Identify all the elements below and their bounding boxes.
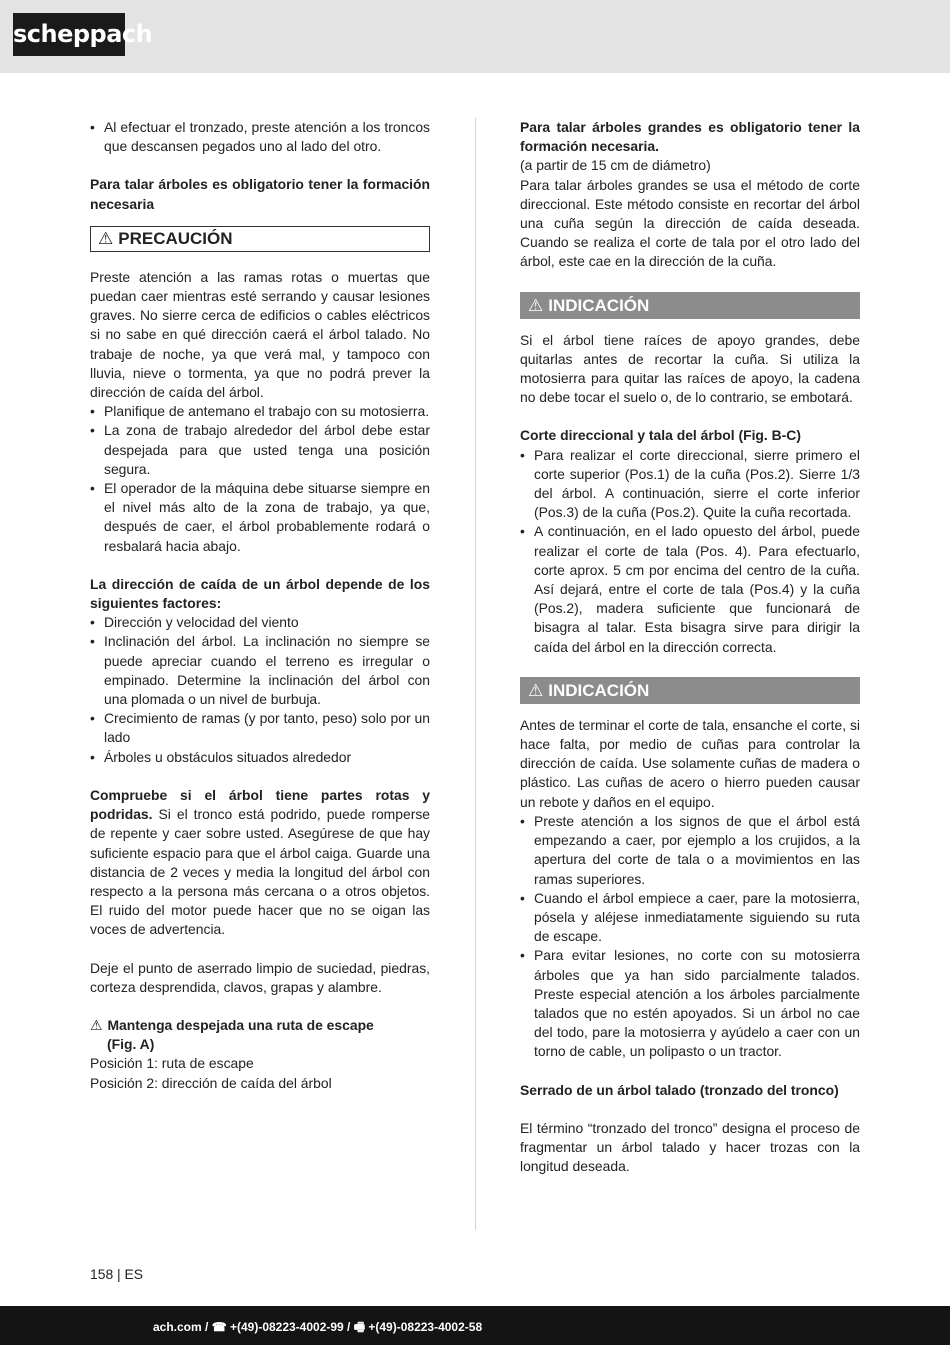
check-paragraph bbox=[90, 786, 430, 940]
check-heading: Compruebe si el árbol tiene partes rotas y podridas. bbox=[90, 786, 430, 823]
list-item: • Preste atención a los signos de que el árbol está empezando a caer, por ejemplo a los crujidos, a la apertura del corte de tala o a movimientos en las ramas superiores. bbox=[520, 812, 860, 889]
caution-box bbox=[90, 226, 430, 252]
list-item: • Dirección y velocidad del viento bbox=[90, 613, 430, 632]
section-heading: Para talar árboles es obligatorio tener la formación necesaria bbox=[90, 176, 430, 212]
warning-icon: ⚠ bbox=[528, 680, 544, 700]
list-item: • Al efectuar el tronzado, preste atención a los troncos que descansen pegados uno al lado del otro. bbox=[90, 118, 430, 156]
list-item: • Cuando el árbol empiece a caer, pare la motosierra, pósela y aléjese inmediatamente siguiendo su ruta de escape. bbox=[520, 889, 860, 947]
list-item: • Para evitar lesiones, no corte con su motosierra árboles que ya han sido parcialmente talados. Preste especial atención a los árboles parcialmente talados que no estén apoyados. Si un árbol no cae del todo, pare la motosierra y ayúdelo a caer con un torno de cable, un polipasto o un tractor. bbox=[520, 946, 860, 1061]
list-item: • Crecimiento de ramas (y por tanto, peso) solo por un lado bbox=[90, 709, 430, 747]
section-heading: Corte direccional y tala del árbol (Fig. B-C) bbox=[520, 427, 801, 444]
section-heading: La dirección de caída de un árbol depende de los siguientes factores: bbox=[90, 575, 430, 612]
warning-icon: ⚠ bbox=[98, 228, 114, 248]
section-heading: Para talar árboles grandes es obligatorio tener la formación necesaria. bbox=[520, 119, 860, 155]
factors-list bbox=[90, 613, 430, 767]
note-label: INDICACIÓN bbox=[548, 680, 650, 700]
diameter-note: (a partir de 15 cm de diámetro) bbox=[520, 157, 711, 174]
method-paragraph: Para talar árboles grandes se usa el método de corte direccional. Este método consiste en recortar del árbol una cuña según la dirección de caída deseada. Cuando se realiza el corte de tala por el otro lado del árbol, este cae en la dirección de la cuña. bbox=[520, 176, 860, 270]
warning-icon: ⚠ bbox=[90, 1016, 103, 1033]
escape-heading bbox=[90, 1016, 430, 1035]
caution-label: PRECAUCIÓN bbox=[118, 228, 233, 248]
note-text: Si el árbol tiene raíces de apoyo grandes, debe quitarlas antes de recortar la cuña. Si utiliza la motosierra para quitar las raíces de apoyo, la cadena no debe tocar el suelo o, de lo contrario, se embotará. bbox=[520, 331, 860, 406]
list-item: • Inclinación del árbol. La inclinación no siempre se puede apreciar cuando el terreno es irregular o empinado. Determine la inclinación del árbol con una plomada o un nivel de burbuja. bbox=[90, 632, 430, 709]
caution-text: Preste atención a las ramas rotas o muertas que puedan caer mientras esté serrando y causar lesiones graves. No sierre cerca de edificios o cables eléctricos si no sabe en qué dirección caerá el árbol talado. No trabaje de noche, ya que verá mal, y tampoco con lluvia, nieve o tormenta, ya que no podrá prever la dirección de caída del árbol. bbox=[90, 268, 430, 401]
check-text: Si el tronco está podrido, puede romperse de repente y caer sobre usted. Asegúrese de que hay suficiente espacio para que el árbol caiga. Guarde una distancia de 2 veces y media la longitud del árbol con respecto a la persona más cercana o a otros objetos. El ruido del motor puede hacer que no se oigan las voces de advertencia. bbox=[90, 806, 430, 938]
list-item: • El operador de la máquina debe situarse siempre en el nivel más alto de la zona de trabajo, ya que, después de caer, el árbol probablemente rodará o resbalará hacia abajo. bbox=[90, 479, 430, 556]
position-1: Posición 1: ruta de escape bbox=[90, 1055, 254, 1072]
list-item: • Planifique de antemano el trabajo con su motosierra. bbox=[90, 402, 430, 421]
final-paragraph: El término “tronzado del tronco” designa el proceso de fragmentar un árbol talado y hacer trozas con la longitud deseada. bbox=[520, 1119, 860, 1175]
footer-band bbox=[0, 1306, 950, 1345]
position-2: Posición 2: dirección de caída del árbol bbox=[90, 1074, 332, 1091]
left-column bbox=[90, 118, 430, 1093]
header-band bbox=[0, 0, 950, 73]
warning-icon: ⚠ bbox=[528, 295, 544, 315]
cut-list bbox=[520, 446, 860, 657]
list-item: • La zona de trabajo alrededor del árbol debe estar despejada para que usted tenga una posición segura. bbox=[90, 421, 430, 479]
note-list bbox=[520, 812, 860, 1062]
list-item: • A continuación, en el lado opuesto del árbol, puede realizar el corte de tala (Pos. 4). Para efectuarlo, corte aprox. 5 cm por encima del centro de la cuña. Así dejará, entre el corte de tala (Pos.4) y la cuña (Pos.2), madera suficiente que funcionará de bisagra al talar. Esta bisagra sirve para dirigir la caída del árbol en la dirección correcta. bbox=[520, 522, 860, 656]
note-text: Antes de terminar el corte de tala, ensanche el corte, si hace falta, por medio de cuñas para controlar la dirección de caída. Use solamente cuñas de madera o plástico. Las cuñas de acero o hierro pueden causar un rebote y daños en el equipo. bbox=[520, 716, 860, 810]
footer-contact: ach.com / ☎ +(49)-08223-4002-99 / 🖷 +(49)-08223-4002-58 bbox=[153, 1320, 483, 1334]
list-item: • Árboles u obstáculos situados alrededor bbox=[90, 748, 430, 767]
escape-heading-text: Mantenga despejada una ruta de escape bbox=[107, 1016, 374, 1033]
note-box bbox=[520, 677, 860, 704]
note-label: INDICACIÓN bbox=[548, 295, 650, 315]
escape-figure-ref: (Fig. A) bbox=[107, 1036, 155, 1053]
brand-logo: scheppach bbox=[13, 13, 125, 56]
column-divider bbox=[475, 118, 476, 1230]
clean-paragraph: Deje el punto de aserrado limpio de suciedad, piedras, corteza desprendida, clavos, grapas y alambre. bbox=[90, 959, 430, 995]
list-item: • Para realizar el corte direccional, sierre primero el corte superior (Pos.1) de la cuña (Pos.2). Sierre 1/3 del árbol. A continuación, sierre el corte inferior (Pos.3) de la cuña (Pos.2). Quite la cuña recortada. bbox=[520, 446, 860, 523]
page-number: 158 | ES bbox=[90, 1266, 144, 1282]
note-box bbox=[520, 292, 860, 319]
section-heading: Serrado de un árbol talado (tronzado del tronco) bbox=[520, 1081, 839, 1098]
caution-list bbox=[90, 402, 430, 556]
right-column bbox=[520, 118, 860, 1176]
intro-list bbox=[90, 118, 430, 156]
